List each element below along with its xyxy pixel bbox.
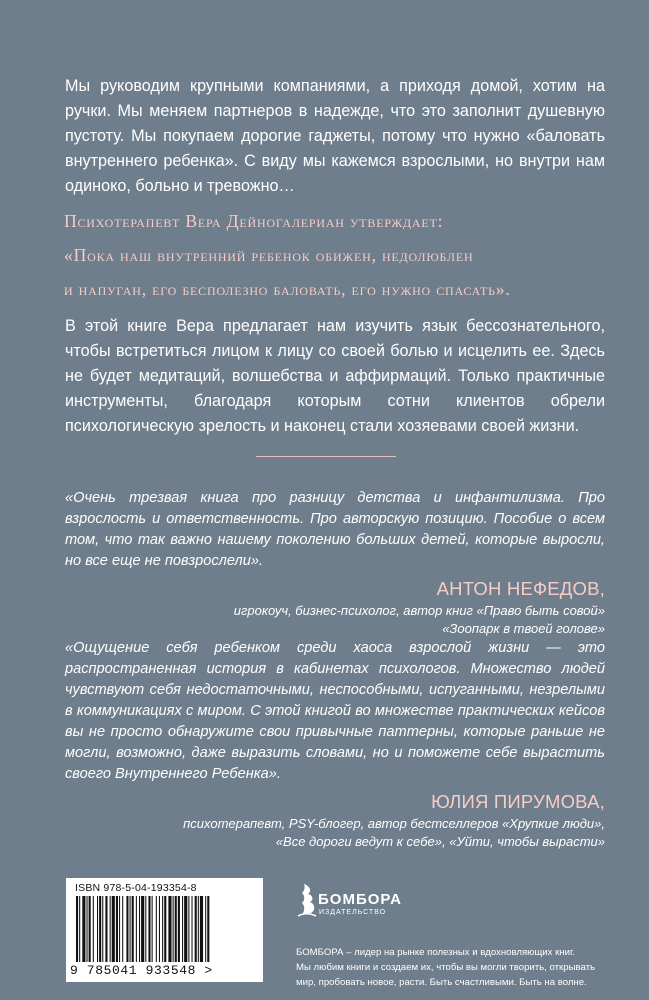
barcode-bar — [79, 896, 80, 962]
barcode-bar — [162, 896, 163, 962]
barcode-bar — [184, 896, 187, 962]
barcode-digits: 9 785041 933548 > — [70, 963, 213, 978]
barcode-bar — [164, 896, 166, 962]
intro-paragraph: Мы руководим крупными компаниями, а приходя домой, хотим на ручки. Мы меняем партнеров в надежде, что это заполнит душевную пустоту. Мы покупаем дорогие гаджеты, потому что нужно «баловать внутреннего ребенка». С виду мы кажемся взрослыми, но внутри нам одиноко, больно и тревожно… — [65, 77, 605, 195]
claim-line-2: «Пока наш внутренний ребенок обижен, недолюблен — [64, 245, 474, 265]
barcode-bar — [192, 896, 193, 962]
quote-author: АНТОН НЕФЕДОВ, — [436, 578, 605, 599]
barcode-bar — [198, 896, 199, 962]
barcode-bar — [126, 896, 128, 962]
barcode-bar — [168, 896, 171, 962]
publisher-description — [296, 945, 596, 990]
barcode-bar — [207, 896, 209, 962]
publisher-line: Мы любим книги и создаем их, чтобы вы могли творить, открывать — [296, 962, 595, 973]
barcode-bar — [82, 896, 85, 962]
barcode-bar — [99, 896, 101, 962]
publisher-logo-icon — [296, 882, 318, 918]
barcode-bar — [175, 896, 177, 962]
publisher-logo-text: БОМБОРА — [318, 891, 402, 908]
claim-line-1: Психотерапевт Вера Дейногалериан утверждает: — [64, 211, 444, 231]
barcode-bar — [87, 896, 88, 962]
barcode-bar — [93, 896, 94, 962]
publisher-logo-subtitle: ИЗДАТЕЛЬСТВО — [319, 909, 387, 916]
quote-credit-line: «Зоопарк в твоей голове» — [442, 621, 605, 636]
barcode-bar — [112, 896, 115, 962]
quote-credit-line: «Все дороги ведут к себе», «Уйти, чтобы вырасти» — [275, 834, 605, 849]
description-section — [65, 314, 605, 439]
barcode-bar — [89, 896, 91, 962]
quote-text: «Очень трезвая книга про разницу детства и инфантилизма. Про взрослость и ответственность. Про авторскую позицию. Пособие о всем том, что так важно нашему поколению больших детей, которые выросли, но все еще не повзрослели». — [65, 490, 605, 569]
barcode-bar — [76, 896, 78, 962]
barcode-bar — [152, 896, 153, 962]
description-paragraph: В этой книге Вера предлагает нам изучить язык бессознательного, чтобы встретиться лицом к лицу со своей болью и исцелить ее. Здесь не будет медитаций, волшебства и аффирмаций. Только практичные инструменты, благодаря которым сотни клиентов обрели психологическую зрелость и наконец стали хозяевами своей жизни. — [65, 317, 605, 435]
publisher-line: мир, пробовать новое, расти. Быть счастливыми. Быть на волне. — [296, 977, 587, 988]
quote-block-2 — [65, 638, 605, 851]
intro-section — [65, 74, 605, 199]
quote-credit-line: игрокоуч, бизнес-психолог, автор книг «Право быть совой» — [233, 603, 605, 618]
quote-author: ЮЛИЯ ПИРУМОВА, — [431, 791, 605, 812]
barcode-bar — [200, 896, 203, 962]
isbn-number: ISBN 978-5-04-193354-8 — [75, 882, 197, 894]
barcode-bar — [122, 896, 123, 962]
barcode-box — [66, 878, 263, 982]
barcode-bar — [139, 896, 140, 962]
claim-line-3: и напуган, его бесполезно баловать, его нужно спасать». — [64, 279, 511, 299]
barcode-bar — [132, 896, 134, 962]
barcode-image — [74, 896, 256, 962]
section-divider — [256, 456, 396, 457]
barcode-bar — [97, 896, 98, 962]
barcode-bar — [188, 896, 189, 962]
quote-text: «Ощущение себя ребенком среди хаоса взрослой жизни — это распространенная история в кабинетах психологов. Множество людей чувствуют себя недостаточными, неспособными, испуганными, незрелыми в коммуникациях с миром. С этой книгой во множестве практических кейсов вы не просто обнаружите свои привычные паттерны, которые раньше не могли, возможно, даже выразить словами, но и поможете себе вырастить своего Внутреннего Ребенка». — [65, 640, 605, 782]
barcode-bar — [205, 896, 206, 962]
barcode-bar — [105, 896, 107, 962]
barcode-bar — [148, 896, 150, 962]
barcode-bar — [156, 896, 157, 962]
quote-block-1 — [65, 488, 605, 638]
barcode-bar — [136, 896, 137, 962]
barcode-bar — [159, 896, 160, 962]
barcode-bar — [173, 896, 174, 962]
barcode-bar — [141, 896, 144, 962]
barcode-bar — [119, 896, 120, 962]
barcode-bar — [182, 896, 183, 962]
barcode-bar — [130, 896, 131, 962]
barcode-bar — [102, 896, 103, 962]
barcode-bar — [110, 896, 111, 962]
barcode-bar — [178, 896, 180, 962]
barcode-bar — [116, 896, 118, 962]
claim-section — [64, 204, 609, 306]
barcode-bar — [195, 896, 197, 962]
publisher-line: БОМБОРА – лидер на рынке полезных и вдохновляющих книг. — [296, 947, 575, 958]
barcode-bar — [145, 896, 146, 962]
quote-credit-line: психотерапевт, PSY-блогер, автор бестселлеров «Хрупкие люди», — [183, 816, 605, 831]
